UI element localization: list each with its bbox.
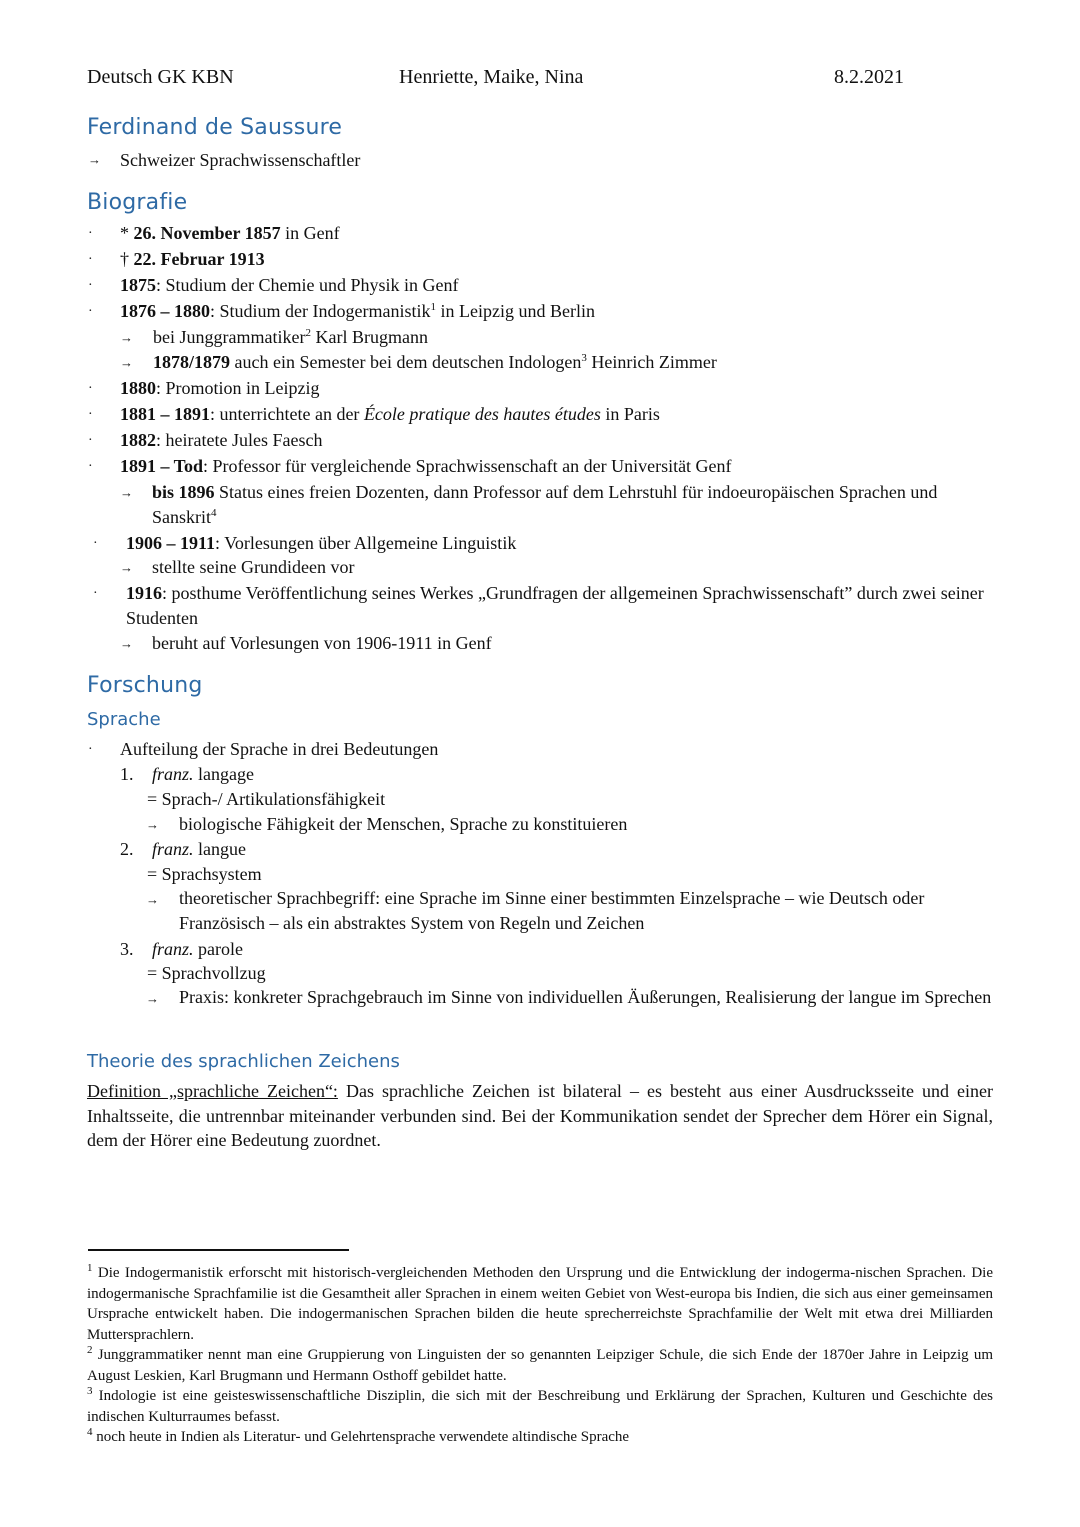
bullet-icon: · [93,586,98,601]
zeichen-definition: Definition „sprachliche Zeichen“: Das sprachliche Zeichen ist bilateral – es besteht aus einer Ausdrucksseite und einer Inhaltsseite, die untrennbar miteinander verbunden sind. Bei der Kommunikation sendet der Sprecher dem Hörer ein Signal, dem der Hörer eine Bedeutung zuordnet. [87,1081,994,1150]
bio-sub-1896: bis 1896 Status eines freien Dozenten, dann Professor auf dem Lehrstuhl für indoeuropäischen Sprachen und Sanskrit$^4$ [152,482,938,527]
bullet-icon: · [93,536,98,551]
bio-1906: 1906 – 1911: Vorlesungen über Allgemeine Linguistik [126,533,517,553]
footnote-separator [88,1249,349,1251]
footnote-ref: 3 [581,352,587,364]
sprache-eq-parole: = Sprachvollzug [147,963,266,983]
arrow-icon: → [120,636,133,651]
header-date: 8.2.2021 [834,66,904,88]
arrow-icon: → [88,152,101,167]
bio-birth: * 26. November 1857 in Genf [120,223,340,243]
arrow-icon: → [146,817,159,832]
footnote-4: $^4$ noch heute in Indien als Literatur- und Gelehrtensprache verwendete altindische Sprache [87,1426,630,1445]
section-heading-biografie: Biografie [87,190,188,215]
bio-1882: 1882: heiratete Jules Faesch [120,430,323,450]
footnote-ref: 1 [430,301,436,313]
bio-1875: 1875: Studium der Chemie und Physik in Genf [120,275,459,295]
bullet-icon: · [88,381,93,396]
bio-1891: 1891 – Tod: Professor für vergleichende Sprachwissenschaft an der Universität Genf [120,456,732,476]
bio-sub-grundideen: stellte seine Grundideen vor [152,557,355,577]
arrow-icon: → [146,892,159,907]
list-number: 2. [120,839,134,859]
bio-sub-zimmer: 1878/1879 auch ein Semester bei dem deutschen Indologen$^3$ Heinrich Zimmer [153,352,717,372]
page-title: Ferdinand de Saussure [87,115,343,140]
list-number: 3. [120,939,134,959]
subsection-heading-sprache: Sprache [87,709,161,730]
bullet-icon: · [88,252,93,267]
sprache-term-parole: franz. parole [152,939,243,959]
footnotes [87,1263,993,1448]
sprache-desc-langue: theoretischer Sprachbegriff: eine Sprache im Sinne einer bestimmten Einzelsprache – wie Deutsch oder Französisch – als ein abstraktes System von Regeln und Zeichen [179,888,925,933]
arrow-icon: → [146,991,159,1006]
footnote-ref: 2 [305,327,311,339]
bio-1916: 1916: posthume Veröffentlichung seines Werkes „Grundfragen der allgemeinen Sprachwissenschaft” durch zwei seiner Studenten [126,583,984,628]
bio-sub-vorlesungen: beruht auf Vorlesungen von 1906-1911 in Genf [152,633,492,653]
arrow-icon: → [120,560,133,575]
sprache-eq-langue: = Sprachsystem [147,864,262,884]
subsection-heading-zeichen: Theorie des sprachlichen Zeichens [87,1051,400,1072]
arrow-icon: → [120,330,133,345]
header-authors: Henriette, Maike, Nina [399,66,584,88]
bio-1881: 1881 – 1891: unterrichtete an der École pratique des hautes études in Paris [120,404,660,424]
footnote-1: $^1$ Die Indogermanistik erforscht mit historisch-vergleichenden Methoden den Ursprung und die Entwicklung der indogerma-nischen Sprachen. Die indogermanische Sprachfamilie ist die Gesamtheit aller Sprachen in einem weiten Gebiet von West-europa bis Indien, die sich aus einer gemeinsamen Ursprache entwickelt haben. Die indogermanischen Sprachen bilden die heute sprecherreichste Sprachfamilie der Welt mit etwa drei Milliarden Muttersprachlern. [87,1262,993,1343]
bullet-icon: · [88,304,93,319]
sprache-term-langue: franz. langue [152,839,246,859]
bio-1876: 1876 – 1880: Studium der Indogermanistik$^1$ in Leipzig und Berlin [120,301,595,321]
sprache-term-langage: franz. langage [152,764,254,784]
subtitle: Schweizer Sprachwissenschaftler [120,150,361,170]
definition-label: Definition „sprachliche Zeichen“: [87,1081,338,1101]
sprache-desc-parole: Praxis: konkreter Sprachgebrauch im Sinne von individuellen Äußerungen, Realisierung der langue im Sprechen [179,987,992,1007]
sprache-eq-langage: = Sprach-/ Artikulationsfähigkeit [147,789,386,809]
bullet-icon: · [88,407,93,422]
header-course: Deutsch GK KBN [87,66,234,88]
footnote-ref: 4 [211,506,217,519]
bio-sub-brugmann: bei Junggrammatiker$^2$ Karl Brugmann [153,327,428,347]
footnote-2: $^2$ Junggrammatiker nennt man eine Gruppierung von Linguisten der so genannten Leipziger Schule, die sich Ende der 1870er Jahre in Leipzig um August Leskien, Karl Brugmann und Hermann Osthoff gebildet hatte. [87,1344,993,1384]
bullet-icon: · [88,278,93,293]
list-number: 1. [120,764,134,784]
bullet-icon: · [88,433,93,448]
bio-1880: 1880: Promotion in Leipzig [120,378,320,398]
arrow-icon: → [120,355,133,370]
bio-death: † 22. Februar 1913 [120,249,265,269]
sprache-intro: Aufteilung der Sprache in drei Bedeutungen [120,739,439,759]
footnote-3: $^3$ Indologie ist eine geisteswissenschaftliche Disziplin, die sich mit der Beschreibung und Erklärung der Sprachen, Kulturen und Geschichte des indischen Kulturraumes befasst. [87,1385,993,1425]
section-heading-forschung: Forschung [87,673,203,698]
bullet-icon: · [88,226,93,241]
sprache-desc-langage: biologische Fähigkeit der Menschen, Sprache zu konstituieren [179,814,628,834]
bullet-icon: · [88,742,93,757]
bullet-icon: · [88,459,93,474]
arrow-icon: → [120,485,133,500]
